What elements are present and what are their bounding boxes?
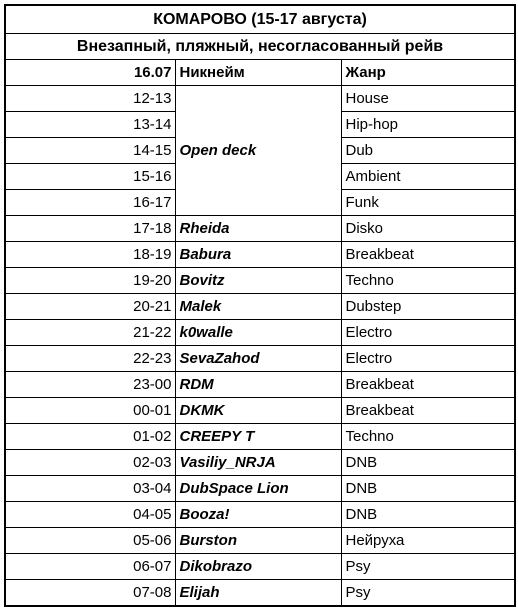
table-subtitle: Внезапный, пляжный, несогласованный рейв (5, 34, 515, 60)
time-cell: 07-08 (5, 580, 175, 607)
table-row (5, 476, 515, 502)
genre-cell: Electro (341, 320, 515, 346)
genre-cell: Electro (341, 346, 515, 372)
schedule-sheet (4, 4, 516, 607)
nick-cell: Burston (175, 528, 341, 554)
time-cell: 16-17 (5, 190, 175, 216)
time-cell: 12-13 (5, 86, 175, 112)
table-row (5, 294, 515, 320)
nick-cell: k0walle (175, 320, 341, 346)
genre-cell: Breakbeat (341, 242, 515, 268)
time-cell: 20-21 (5, 294, 175, 320)
table-row (5, 268, 515, 294)
table-row (5, 320, 515, 346)
nick-cell: Bovitz (175, 268, 341, 294)
table-row (5, 216, 515, 242)
genre-cell: Dubstep (341, 294, 515, 320)
time-cell: 01-02 (5, 424, 175, 450)
table-row (5, 86, 515, 112)
genre-cell: Funk (341, 190, 515, 216)
nick-cell: Malek (175, 294, 341, 320)
genre-cell: Techno (341, 268, 515, 294)
time-cell: 18-19 (5, 242, 175, 268)
time-cell: 04-05 (5, 502, 175, 528)
column-header-row (5, 60, 515, 86)
time-cell: 15-16 (5, 164, 175, 190)
table-title: КОМАРОВО (15-17 августа) (5, 5, 515, 34)
table-row (5, 450, 515, 476)
genre-cell: Disko (341, 216, 515, 242)
time-cell: 14-15 (5, 138, 175, 164)
table-row (5, 346, 515, 372)
time-cell: 00-01 (5, 398, 175, 424)
nick-header: Никнейм (175, 60, 341, 86)
subtitle-row (5, 34, 515, 60)
time-cell: 06-07 (5, 554, 175, 580)
genre-cell: Dub (341, 138, 515, 164)
nick-cell: Vasiliy_NRJA (175, 450, 341, 476)
genre-cell: House (341, 86, 515, 112)
nick-cell: Babura (175, 242, 341, 268)
nick-cell: Rheida (175, 216, 341, 242)
table-row (5, 398, 515, 424)
time-cell: 02-03 (5, 450, 175, 476)
genre-cell: Psy (341, 554, 515, 580)
nick-cell: DKMK (175, 398, 341, 424)
table-row (5, 502, 515, 528)
nick-cell: SevaZahod (175, 346, 341, 372)
time-cell: 19-20 (5, 268, 175, 294)
nick-cell: Booza! (175, 502, 341, 528)
time-cell: 17-18 (5, 216, 175, 242)
table-row (5, 580, 515, 607)
table-row (5, 554, 515, 580)
open-deck-cell: Open deck (175, 86, 341, 216)
genre-cell: DNB (341, 450, 515, 476)
genre-cell: Breakbeat (341, 372, 515, 398)
table-row (5, 372, 515, 398)
genre-cell: Ambient (341, 164, 515, 190)
time-cell: 23-00 (5, 372, 175, 398)
genre-cell: Hip-hop (341, 112, 515, 138)
time-cell: 21-22 (5, 320, 175, 346)
time-cell: 22-23 (5, 346, 175, 372)
nick-cell: CREEPY T (175, 424, 341, 450)
genre-cell: Нейруха (341, 528, 515, 554)
nick-cell: RDM (175, 372, 341, 398)
genre-cell: Techno (341, 424, 515, 450)
nick-cell: DubSpace Lion (175, 476, 341, 502)
nick-cell: Dikobrazo (175, 554, 341, 580)
table-row (5, 242, 515, 268)
genre-cell: Psy (341, 580, 515, 607)
genre-header: Жанр (341, 60, 515, 86)
genre-cell: DNB (341, 476, 515, 502)
title-row (5, 5, 515, 34)
schedule-table (4, 4, 516, 607)
genre-cell: Breakbeat (341, 398, 515, 424)
time-cell: 03-04 (5, 476, 175, 502)
date-header: 16.07 (5, 60, 175, 86)
table-row (5, 528, 515, 554)
nick-cell: Elijah (175, 580, 341, 607)
table-row (5, 424, 515, 450)
genre-cell: DNB (341, 502, 515, 528)
time-cell: 13-14 (5, 112, 175, 138)
time-cell: 05-06 (5, 528, 175, 554)
